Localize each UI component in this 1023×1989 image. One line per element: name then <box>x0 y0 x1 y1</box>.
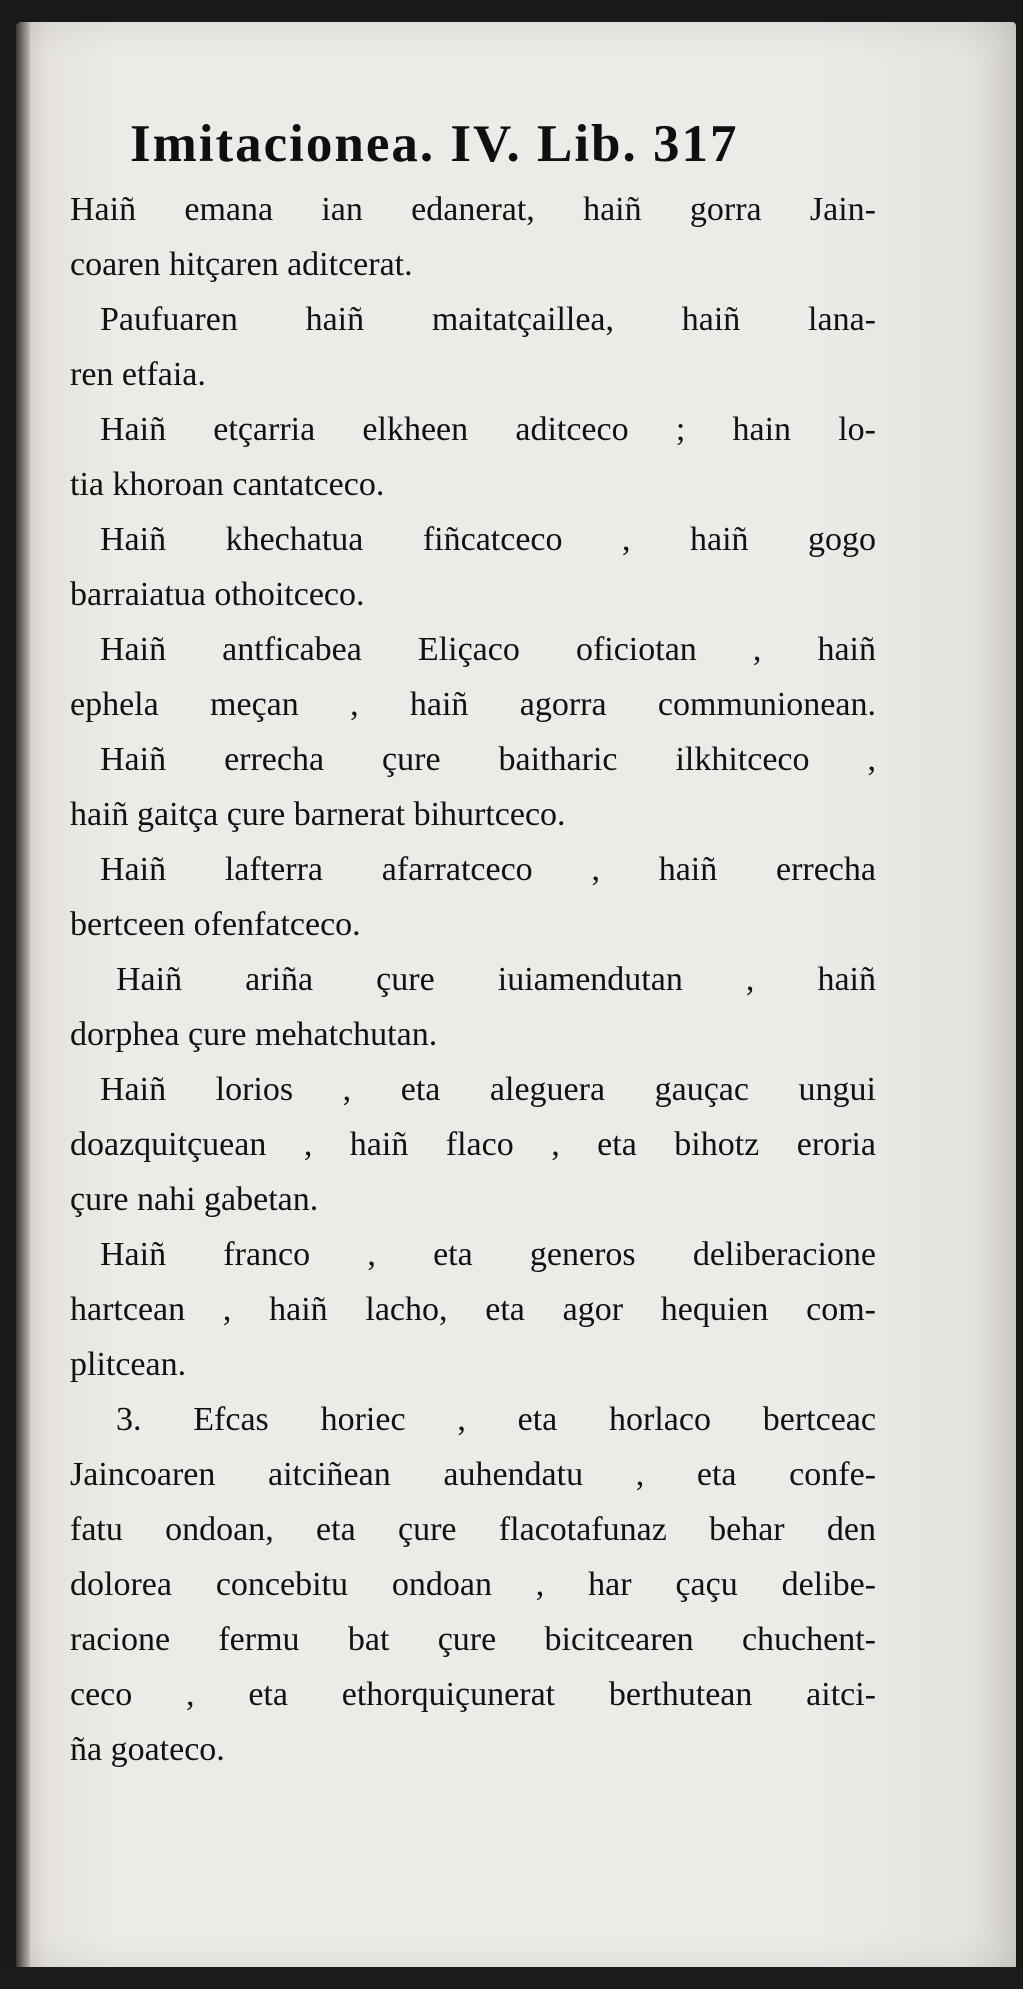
text-line: dorphea çure mehatchutan. <box>70 1016 438 1053</box>
text-line: hartcean , haiñ lacho, eta agor hequien com- <box>70 1291 876 1328</box>
text-line: Jaincoaren aitciñean auhendatu , eta confe- <box>70 1456 876 1493</box>
text-line: 3. Efcas horiec , eta horlaco bertceac <box>116 1401 876 1438</box>
scan-bottom-edge <box>0 1967 1023 1989</box>
text-line: Haiñ ariña çure iuiamendutan , haiñ <box>116 961 876 998</box>
running-title: Imitacionea. IV. Lib. <box>130 115 638 173</box>
text-line: ceco , eta ethorquiçunerat berthutean aitci- <box>70 1676 876 1713</box>
text-line: haiñ gaitça çure barnerat bihurtceco. <box>70 796 566 833</box>
text-line: ña goateco. <box>70 1731 225 1768</box>
running-header <box>130 114 890 174</box>
page-gutter-shadow <box>16 22 30 1970</box>
text-line: tia khoroan cantatceco. <box>70 466 385 503</box>
text-line: bertceen ofenfatceco. <box>70 906 361 943</box>
body-text <box>70 182 876 1777</box>
text-line: ren etfaia. <box>70 356 206 393</box>
text-line: coaren hitçaren aditcerat. <box>70 246 413 283</box>
text-line: doazquitçuean , haiñ flaco , eta bihotz eroria <box>70 1126 876 1163</box>
text-line: çure nahi gabetan. <box>70 1181 319 1218</box>
text-line: Haiñ franco , eta generos deliberacione <box>100 1236 876 1273</box>
text-line: Haiñ khechatua fiñcatceco , haiñ gogo <box>100 521 876 558</box>
text-line: Haiñ lorios , eta aleguera gauçac ungui <box>100 1071 876 1108</box>
page-number: 317 <box>653 115 739 173</box>
text-line: Haiñ antficabea Eliçaco oficiotan , haiñ <box>100 631 876 668</box>
book-page <box>16 22 1016 1970</box>
text-line: ephela meçan , haiñ agorra communionean. <box>70 686 876 723</box>
text-line: plitcean. <box>70 1346 187 1383</box>
text-line: Haiñ etçarria elkheen aditceco ; hain lo- <box>100 411 876 448</box>
text-line: racione fermu bat çure bicitcearen chuchent- <box>70 1621 876 1658</box>
text-line: barraiatua othoitceco. <box>70 576 365 613</box>
text-line: fatu ondoan, eta çure flacotafunaz behar den <box>70 1511 876 1548</box>
text-line: dolorea concebitu ondoan , har çaçu delibe- <box>70 1566 876 1603</box>
text-line: Haiñ emana ian edanerat, haiñ gorra Jain- <box>70 191 876 228</box>
text-line: Haiñ lafterra afarratceco , haiñ errecha <box>100 851 876 888</box>
text-line: Haiñ errecha çure baitharic ilkhitceco , <box>100 741 876 778</box>
text-line: Paufuaren haiñ maitatçaillea, haiñ lana- <box>100 301 876 338</box>
